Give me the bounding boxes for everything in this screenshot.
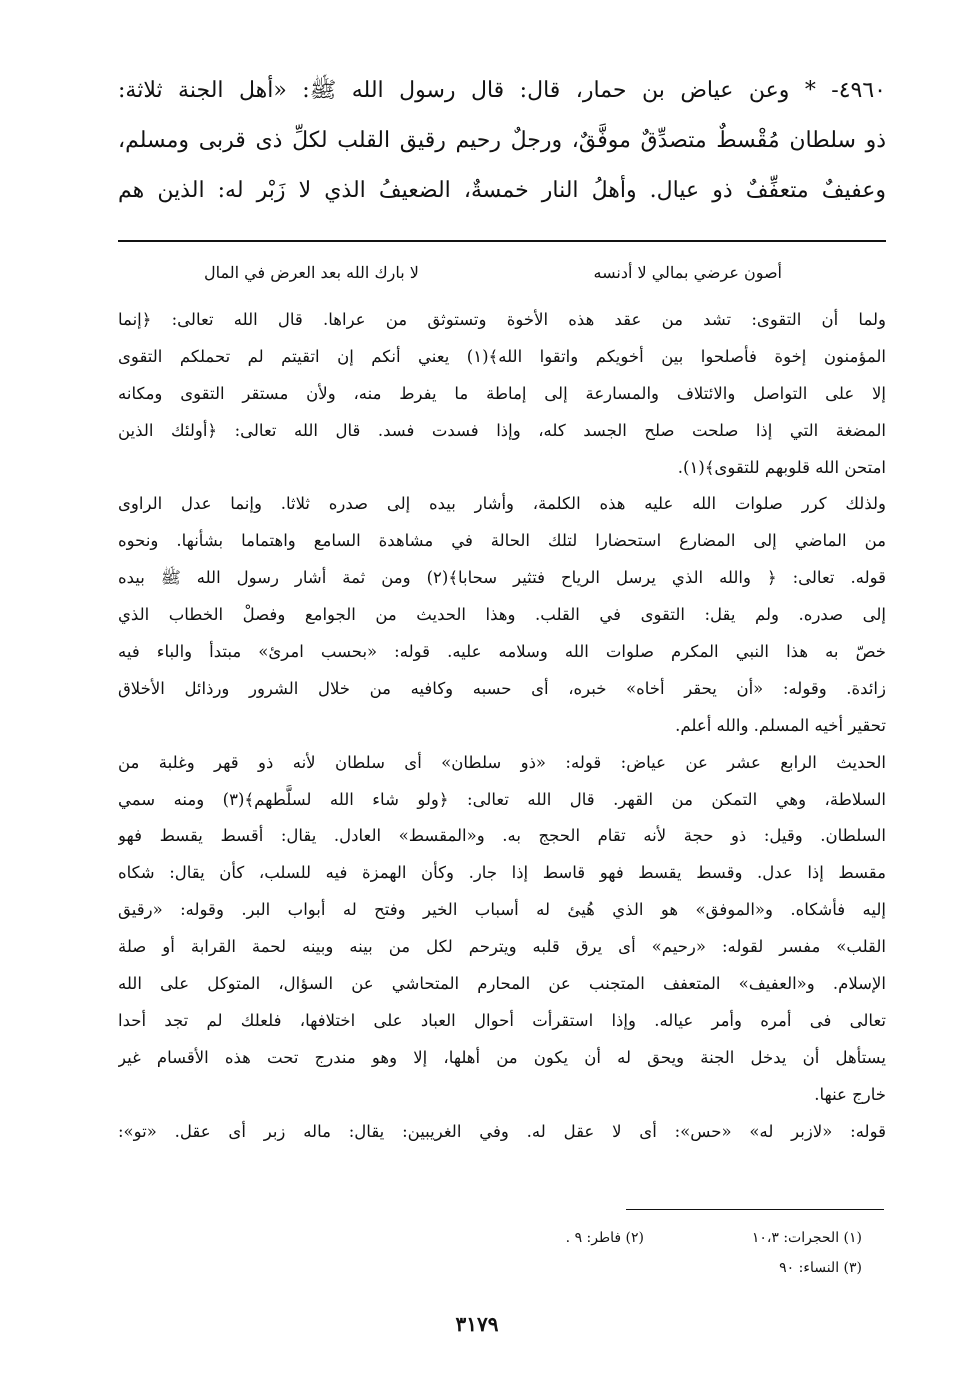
- commentary-line: خصّ به هذا النبي المكرم صلوات الله وسلامه عليه. قوله: «بحسب امرئ» مبتدأ والباء فيه: [118, 642, 886, 662]
- commentary-line: المؤمنون إخوة فأصلحوا بين أخويكم واتقوا الله﴾(١) يعني أنكم إن اتقيتم لم تحملكم التقوى: [118, 346, 886, 366]
- hadith-text: [118, 66, 886, 216]
- footnote-divider: [626, 1209, 884, 1210]
- footnote-1: (١) الحجرات: ١٠،٣: [751, 1230, 862, 1246]
- section-divider: [118, 240, 886, 242]
- commentary-line: ولذلك كرر صلوات الله عليه هذه الكلمة، وأشار بيده إلى صدره ثلاثا. وإنما عدل الراوى: [118, 494, 886, 514]
- commentary-line: إليه فأشكاه. و«الموفق» هو الذي هُيئ له أسباب الخير وفتح له أبواب البر. وقوله: «رقيق: [118, 900, 886, 920]
- commentary-line: تحقير أخيه المسلم. والله أعلم.: [675, 715, 886, 735]
- commentary-line: القلب» مفسر لقوله: «رحيم» أى يرق قلبه ويترحم لكل من بينه وبينه لحمة القرابة أو صلة: [118, 937, 886, 957]
- commentary-line: إلى صدره. ولم يقل: التقوى في القلب. وهذا الحديث من الجوامع وفصلْ الخطاب الذي: [118, 605, 886, 625]
- commentary-line: امتحن الله قلوبهم للتقوى﴾(١).: [677, 457, 886, 477]
- hadith-line: وعفيفٌ متعفِّفٌ ذو عيال. وأهلُ النار خمسةٌ، الضعيفُ الذي لا زَبْر له: الذين هم: [118, 178, 886, 203]
- commentary-line: المضغة التي إذا صلحت صلح الجسد كله، وإذا فسدت فسد. قال الله تعالى: ﴿أولئك الذين: [118, 420, 886, 440]
- hadith-line: ٤٩٦٠- * وعن عياض بن حمار، قال: قال رسول الله ﷺ: «أهل الجنة ثلاثة:: [118, 78, 886, 103]
- commentary-line: الإسلام. و«العفيف» المتعفف المتجنب عن المحارم المتحاشي عن السؤال، المتوكل على الله: [118, 974, 886, 994]
- page-number: ٣١٧٩: [455, 1312, 499, 1336]
- commentary-line: قوله. تعالى: ﴿ والله الذي يرسل الرياح فتثير سحابا﴾(٢) ومن ثمة أشار رسول الله ﷺ بيده: [118, 568, 886, 588]
- commentary-text: [118, 302, 886, 1150]
- poetry-verse: [118, 258, 886, 288]
- commentary-line: خارج عنها.: [814, 1084, 886, 1104]
- commentary-line: الحديث الرابع عشر عن عياض: قوله: «ذو سلطان» أى سلطان لأنه ذو قهر وغلبة من: [118, 752, 886, 772]
- commentary-line: السلطان. وقيل: ذو حجة لأنه تقام الحجج به. و«المقسط» العادل. يقال: أقسط يقسط فهو: [118, 826, 886, 846]
- verse-hemistich-left: لا بارك الله بعد العرض في المال: [204, 263, 419, 282]
- footnote-2: (٢) فاطر: ٩ .: [565, 1230, 644, 1246]
- commentary-line: زائدة. وقوله: «أن يحقر أخاه» خبره، أى حسبه وكافيه من خلال الشرور ورذائل الأخلاق: [118, 678, 886, 698]
- commentary-line: يستأهل أن يدخل الجنة ويحق له أن يكون من أهلها، إلا وهو مندرج تحت هذه الأقسام غير: [118, 1047, 886, 1067]
- commentary-line: قوله: «لازبر له» «حس»: أى لا عقل له. وفي الغريبين: يقال: ماله زبر أى عقل. «تو»:: [118, 1121, 886, 1141]
- commentary-line: ولما أن التقوى: تشد من عقد هذه الأخوة وتستوثق من عراها. قال الله تعالى: ﴿إنما: [118, 310, 886, 329]
- commentary-line: إلا على التواصل والائتلاف والمسارعة إلى إماطة ما يفرط منه، ولأن مستقر التقوى ومكانه: [118, 383, 886, 403]
- commentary-line: من الماضي إلى المضارع استحضارا لتلك الحالة في مشاهدة السامع واهتماما بشأنها. ونحوه: [118, 531, 886, 551]
- hadith-line: ذو سلطان مُقْسطٌ متصدِّقٌ موفَّقٌ، ورجلٌ رحيم رقيق القلب لكلِّ ذى قربى ومسلم،: [118, 128, 886, 153]
- commentary-line: مقسط إذا عدل. وقسط يقسط فهو قاسط إذا جار. وكأن الهمزة فيه للسلب، كأن يقال: شكاه: [118, 863, 886, 883]
- commentary-line: السلاطة، وهي التمكن من القهر. قال الله تعالى: ﴿ولو شاء الله لسلَّطهم﴾(٣) ومنه سمي: [118, 789, 886, 809]
- verse-hemistich-right: أصون عرضي بمالي لا أدنسه: [593, 263, 782, 282]
- footnote-3: (٣) النساء: ٩٠: [779, 1260, 862, 1276]
- commentary-line: تعالى فى أمره وأمر عياله. وإذا استقرأت أحوال العباد على اختلافها، فلعلك لم تجد أحدا: [118, 1010, 886, 1030]
